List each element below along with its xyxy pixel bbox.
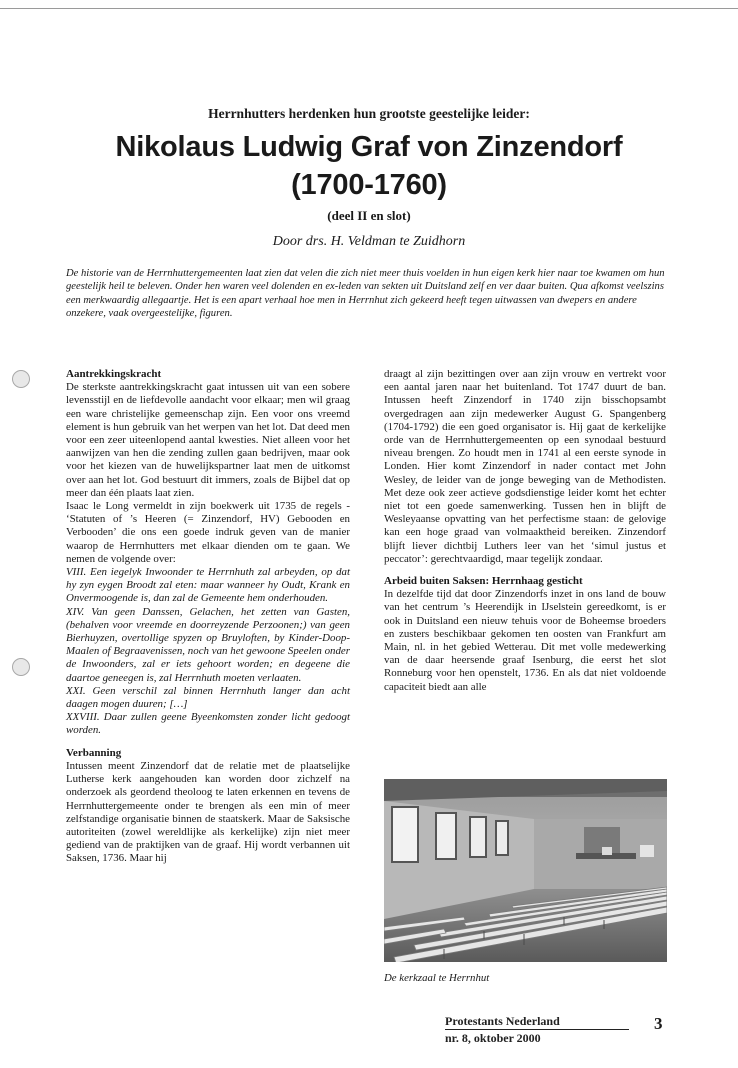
journal-issue: nr. 8, oktober 2000	[445, 1031, 541, 1045]
section-heading: Aantrekkingskracht	[66, 368, 162, 380]
page-number: 3	[654, 1014, 663, 1033]
column-right	[384, 368, 666, 694]
article-title	[40, 128, 698, 204]
paragraph: De sterkste aantrekkingskracht gaat intussen uit van een sobere levensstijl en de liefdevolle aandacht voor elkaar; men wil graag een ware christelijke gemeenschap zijn. Een voor ons vreemd element is hun gebruik van het werpen van het lot. Dat deed men voor een zeer uiteenlopend aantal kwesties. Niet alleen voor het aanwijzen van hen die zending zullen gaan bedrijven, maar ook voor het kiezen van de huwelijkspartner laat men de uitkomst over aan het lot. God bestuurt dit immers, zoals de Bijbel dat op meer dan één plaats laat zien.	[66, 381, 350, 499]
photo-caption: De kerkzaal te Herrnhut	[384, 972, 490, 984]
section-heading: Verbanning	[66, 746, 122, 759]
paragraph: In dezelfde tijd dat door Zinzendorfs inzet in ons land de bouw van het centrum ’s Heerendijk in IJselstein gereedkomt, is er ook in Duitsland een nieuw tehuis voor de Boheemse broeders en zusters beschikbaar gekomen ten oosten van Frankfurt am Main, nl. in het gebied Wetterau. Dit met volle medewerking van de daar heersende graaf Isenburg, die eerst het slot Ronneburg voor hen openstelt, 1736. En als dat niet voldoende capaciteit biedt aan alle	[384, 588, 666, 693]
title-line-1: Nikolaus Ludwig Graf von Zinzendorf	[115, 131, 623, 163]
binder-hole	[12, 370, 30, 388]
paragraph: Isaac le Long vermeldt in zijn boekwerk uit 1735 de regels - ‘Statuten of ’s Heeren (= Zinzendorf, HV) Gebooden en Verbooden’ die ons een goede indruk geven van de manier waarop de Herrnhutters met elkaar dienden om te gaan. We nemen de volgende over:	[66, 500, 350, 565]
journal-name: Protestants Nederland	[445, 1014, 560, 1028]
quote-statute: XXVIII. Daar zullen geene Byeenkomsten zonder licht gedoogt worden.	[66, 711, 350, 737]
title-line-2: (1700-1760)	[291, 169, 447, 201]
quote-statute: XIV. Van geen Danssen, Gelachen, het zetten van Gasten, (behalven voor vreemde en doorreyzende Perzoonen;) van geen Bierhuyzen, overtollige spyzen op Bruyloften, by Kinder-Doop-Maalen of Begraavenissen, noch van het gewoone Speelen onder de Inwoonders, zal er iets gehoort worden; en degeene die daartoe geneegen is, zal Herrnhuth moeten verlaaten.	[66, 605, 350, 684]
article-intro: De historie van de Herrnhuttergemeenten laat zien dat velen die zich niet meer thuis voelden in hun eigen kerk hier naar toe kwamen om hun geestelijk heil te beleven. Onder hen waren veel dolenden en ex-leden van sekten uit Duitsland zelf en ver daar buiten. Qua afkomst veelszins een merkwaardig allegaartje. Het is een apart verhaal hoe men in Herrnhut zich gekeerd heeft tegen uitwassen van dwepers en andere onzekere, vaak overgeestelijke, figuren.	[66, 268, 665, 320]
church-hall-photo	[384, 779, 667, 962]
paragraph: Intussen meent Zinzendorf dat de relatie met de plaatselijke Lutherse kerk aangehouden kan worden door zichzelf na onderzoek als geordend theoloog te laten erkennen en tevens de Herrnhuttergemeente onder te brengen als een min of meer zelfstandige organisatie binnen de staatskerk. Maar de Saksische autoriteiten (zowel wereldlijke als kerkelijke) zijn niet meer gediend van de praktijken van de graaf. Hij wordt verbannen uit Saksen, 1736. Maar hij	[66, 759, 350, 865]
binder-hole	[12, 658, 30, 676]
paragraph: draagt al zijn bezittingen over aan zijn vrouw en vertrekt voor een aantal jaren naar het buitenland. Tot 1747 duurt de ban. Intussen heeft Zinzendorf in 1740 zijn bisschopsambt overgedragen aan zijn medewerker August G. Spangenberg (1704-1792) die een goed organisator is. Hij gaat de kerkelijke orde van de Herrnhuttergemeenten op een synodaal bestuurd niveau brengen. Zo houdt men in 1741 al een eerste synode in Londen. Hier komt Zinzendorf in nader contact met John Wesley, de leider van de jonge beweging van de Methodisten. Met deze ook zeer actieve godsdienstige leider komt het echter niet tot een goede samenwerking. Tussen hen in blijft de Wesleyaanse opvatting van het perfectisme staan: de gelovige kan een hoge graad van volmaaktheid bereiken. Zinzendorf blijft liever dichtbij Luthers leer van het ‘simul justus et peccator’: gerechtvaardigd, maar tegelijk zondaar.	[384, 368, 666, 565]
article-kicker: Herrnhutters herdenken hun grootste geestelijke leider:	[208, 106, 530, 121]
page-footer	[445, 1014, 629, 1045]
page-top-rule	[0, 8, 738, 9]
article-part: (deel II en slot)	[327, 208, 411, 223]
quote-statute: XXI. Geen verschil zal binnen Herrnhuth langer dan acht daagen mogen duuren; […]	[66, 684, 350, 711]
quote-statute: VIII. Een iegelyk Inwoonder te Herrnhuth zal arbeyden, op dat hy zyn eygen Broodt zal eten: maar wanneer hy Oudt, Krank en Onvermoogende is, dan zal de Gemeente hem onderhouden.	[66, 566, 350, 605]
section-heading: Arbeid buiten Saksen: Herrnhaag gesticht	[384, 575, 583, 588]
article-byline: Door drs. H. Veldman te Zuidhorn	[272, 234, 466, 249]
column-left	[66, 368, 350, 866]
